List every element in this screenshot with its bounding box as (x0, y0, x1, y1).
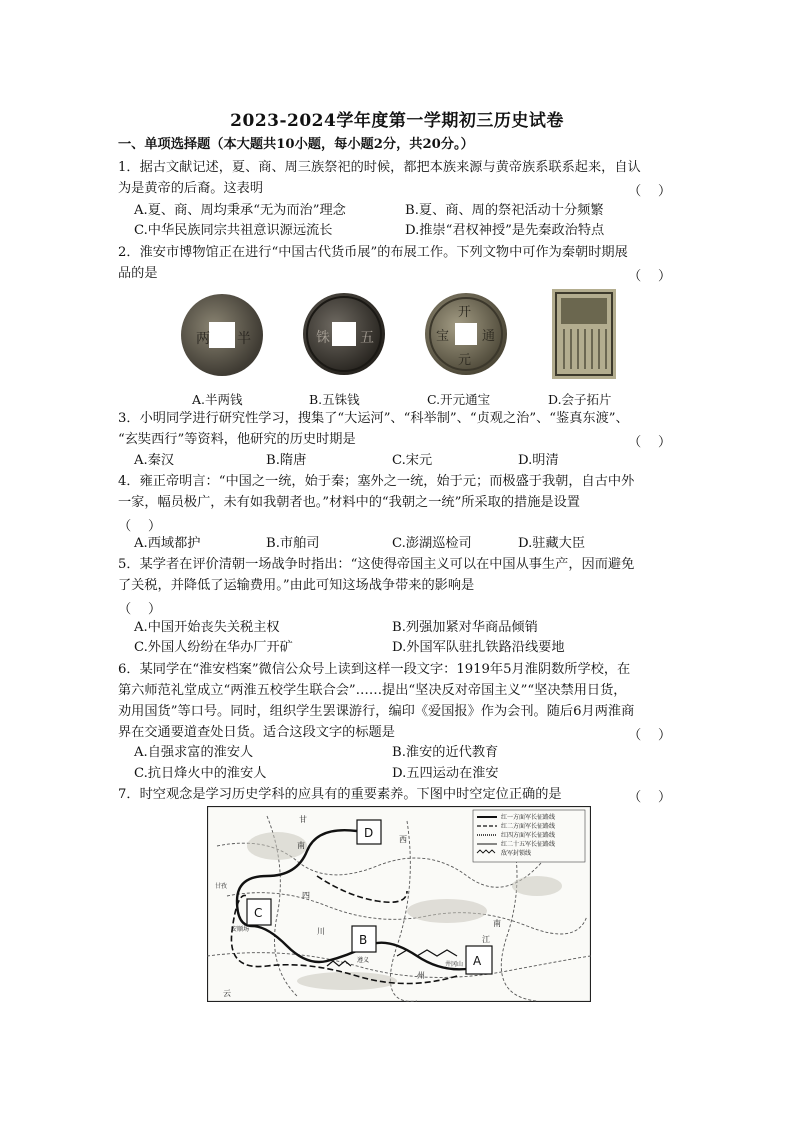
q6-stem-line2: 第六师范礼堂成立“两淮五校学生联合会”……提出“坚决反对帝国主义”“坚决禁用日货， (118, 683, 627, 698)
q1-stem-line1: 1．据古文献记述，夏、商、周三族祭祀的时候，都把本族来源与黄帝族系联系起来，自认 (118, 160, 641, 175)
place-label: 云 (223, 989, 231, 998)
q1-option-b: B.夏、商、周的祭祀活动十分频繁 (405, 203, 604, 218)
q3-stem-line2: “玄奘西行”等资料，他研究的历史时期是 (118, 432, 356, 447)
svg-text:两: 两 (196, 331, 210, 347)
svg-text:元: 元 (458, 353, 472, 368)
q4-answer-paren: （ ） (118, 519, 162, 534)
q3-answer-paren: （ ） (628, 435, 672, 450)
q3-option-a: A.秦汉 (134, 453, 175, 468)
q3-option-c: C.宋元 (392, 453, 433, 468)
map-legend (473, 810, 585, 862)
q6-option-c: C.抗日烽火中的淮安人 (134, 766, 267, 781)
q6-option-d: D.五四运动在淮安 (392, 766, 499, 781)
q2-option-d: D.会子拓片 (548, 392, 612, 407)
place-label: 南 (493, 919, 501, 928)
q6-stem-line1: 6．某同学在“淮安档案”微信公众号上读到这样一段文字：1919年5月淮阴数所学校，在 (118, 662, 631, 677)
q6-stem-line3: 劝用国货”等口号。同时，组织学生罢课游行，编印《爱国报》作为会刊。随后6月两淮商 (118, 704, 635, 719)
svg-text:宝: 宝 (436, 329, 450, 344)
place-label: 四 (302, 891, 310, 900)
place-label: 甘 (299, 815, 307, 824)
map-box-d (357, 820, 381, 844)
huizi-rubbing-image (552, 289, 616, 379)
svg-text:A: A (473, 954, 482, 968)
map-box-b (352, 926, 376, 952)
long-march-map (207, 806, 591, 1002)
q6-stem-line4: 界在交通要道查处日货。适合这段文字的标题是 (118, 725, 395, 740)
q1-option-a: A.夏、商、周均秉承“无为而治”理念 (134, 203, 346, 218)
q4-stem-line2: 一家，幅员极广，未有如我朝者也。”材料中的“我朝之一统”所采取的措施是设置 (118, 495, 580, 510)
q5-answer-paren: （ ） (118, 602, 162, 617)
coin-kaiyuan-image (424, 292, 508, 376)
svg-text:B: B (359, 933, 368, 947)
q2-stem-line1: 2．淮安市博物馆正在进行“中国古代货币展”的布展工作。下列文物中可作为秦朝时期展 (118, 245, 628, 260)
q5-option-a: A.中国开始丧失关税主权 (134, 620, 280, 635)
q1-option-c: C.中华民族同宗共祖意识源远流长 (134, 223, 333, 238)
svg-text:通: 通 (482, 329, 496, 344)
place-label: 江 (482, 935, 490, 944)
q4-option-c: C.澎湖巡检司 (392, 536, 472, 551)
q4-option-d: D.驻藏大臣 (518, 536, 586, 551)
q5-option-d: D.外国军队驻扎铁路沿线要地 (392, 640, 565, 655)
coin-wuzhu-image (302, 292, 386, 376)
place-label: 南 (297, 841, 305, 850)
q1-option-d: D.推崇“君权神授”是先秦政治特点 (405, 223, 605, 238)
section-heading: 一、单项选择题（本大题共10小题，每小题2分，共20分。） (118, 137, 474, 152)
place-label: 甘孜 (215, 883, 228, 890)
q6-option-a: A.自强求富的淮安人 (134, 745, 254, 760)
q4-option-a: A.西域都护 (134, 536, 201, 551)
q7-stem-line1: 7．时空观念是学习历史学科的应具有的重要素养。下图中时空定位正确的是 (118, 787, 562, 802)
map-box-a (466, 946, 492, 974)
q6-option-b: B.淮安的近代教育 (392, 745, 499, 760)
place-label: 遵义 (357, 957, 370, 964)
q3-stem-line1: 3．小明同学进行研究性学习，搜集了“大运河”、“科举制”、“贞观之治”、“鉴真东渡”、 (118, 411, 629, 426)
svg-text:开: 开 (458, 305, 472, 320)
exam-title: 2023-2024学年度第一学期初三历史试卷 (230, 111, 564, 131)
q3-option-d: D.明清 (518, 453, 559, 468)
q6-answer-paren: （ ） (628, 728, 672, 743)
q3-option-b: B.隋唐 (266, 453, 307, 468)
q1-answer-paren: （ ） (628, 184, 672, 199)
legend-item-1: 红一方面军长征路线 (501, 814, 556, 821)
place-label: 安顺场 (231, 926, 250, 933)
place-label: 西 (399, 835, 407, 844)
place-label: 州 (417, 971, 425, 980)
legend-item-4: 红二十五军长征路线 (501, 841, 556, 848)
svg-text:五: 五 (360, 330, 374, 346)
coin-banliang-image (180, 293, 264, 377)
q5-stem-line1: 5．某学者在评价清朝一场战争时指出：“这使得帝国主义可以在中国从事生产，因而避免 (118, 557, 635, 572)
q5-option-b: B.列强加紧对华商品倾销 (392, 620, 538, 635)
q2-stem-line2: 品的是 (118, 266, 158, 281)
legend-item-2: 红二方面军长征路线 (501, 823, 556, 830)
legend-item-5: 敌军封锁线 (501, 850, 532, 857)
svg-text:C: C (254, 906, 263, 920)
svg-text:半: 半 (237, 331, 251, 347)
place-label: 井冈山 (445, 961, 464, 968)
q4-option-b: B.市舶司 (266, 536, 320, 551)
q2-option-b: B.五铢钱 (309, 392, 360, 407)
svg-text:D: D (364, 826, 374, 840)
q5-option-c: C.外国人纷纷在华办厂开矿 (134, 640, 293, 655)
svg-text:铢: 铢 (316, 330, 330, 346)
q7-answer-paren: （ ） (628, 790, 672, 805)
q1-stem-line2: 为是黄帝的后裔。这表明 (118, 181, 264, 196)
q4-stem-line1: 4．雍正帝明言：“中国之一统，始于秦；塞外之一统，始于元；而极盛于我朝，自古中外 (118, 474, 635, 489)
legend-item-3: 红四方面军长征路线 (501, 832, 556, 839)
place-label: 川 (317, 927, 325, 936)
q2-option-c: C.开元通宝 (427, 392, 491, 407)
map-box-c (247, 899, 271, 925)
q2-answer-paren: （ ） (628, 269, 672, 284)
q5-stem-line2: 了关税，并降低了运输费用。”由此可知这场战争带来的影响是 (118, 578, 475, 593)
q2-option-a: A.半两钱 (192, 392, 243, 407)
